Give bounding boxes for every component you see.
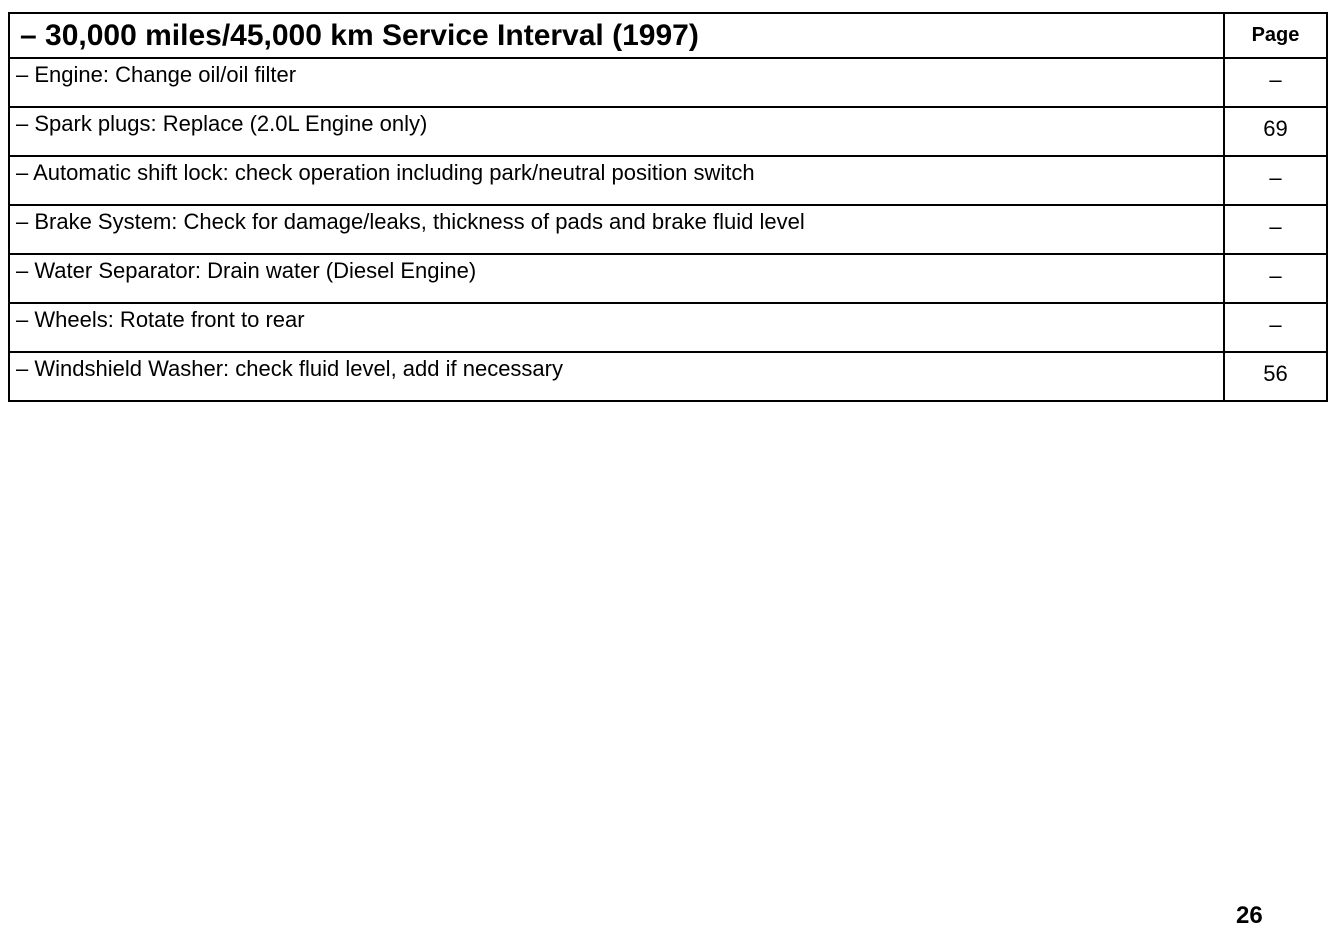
task-cell: – Windshield Washer: check fluid level, add if necessary	[9, 352, 1224, 401]
table-title: – 30,000 miles/45,000 km Service Interval (1997)	[9, 13, 1224, 58]
task-cell: – Wheels: Rotate front to rear	[9, 303, 1224, 352]
page-cell: –	[1224, 58, 1327, 107]
table-header-row	[9, 13, 1327, 58]
table-row	[9, 352, 1327, 401]
page-number: 26	[1236, 902, 1263, 929]
table-row	[9, 107, 1327, 156]
page-cell: 56	[1224, 352, 1327, 401]
table-row	[9, 254, 1327, 303]
page-cell: –	[1224, 254, 1327, 303]
service-interval-table	[8, 12, 1328, 402]
task-cell: – Brake System: Check for damage/leaks, thickness of pads and brake fluid level	[9, 205, 1224, 254]
table-row	[9, 58, 1327, 107]
page-cell: 69	[1224, 107, 1327, 156]
task-cell: – Spark plugs: Replace (2.0L Engine only)	[9, 107, 1224, 156]
page-cell: –	[1224, 156, 1327, 205]
task-cell: – Water Separator: Drain water (Diesel Engine)	[9, 254, 1224, 303]
table-row	[9, 303, 1327, 352]
page-cell: –	[1224, 205, 1327, 254]
table-row	[9, 156, 1327, 205]
task-cell: – Automatic shift lock: check operation including park/neutral position switch	[9, 156, 1224, 205]
page-cell: –	[1224, 303, 1327, 352]
task-cell: – Engine: Change oil/oil filter	[9, 58, 1224, 107]
page-column-header: Page	[1224, 13, 1327, 58]
table-row	[9, 205, 1327, 254]
